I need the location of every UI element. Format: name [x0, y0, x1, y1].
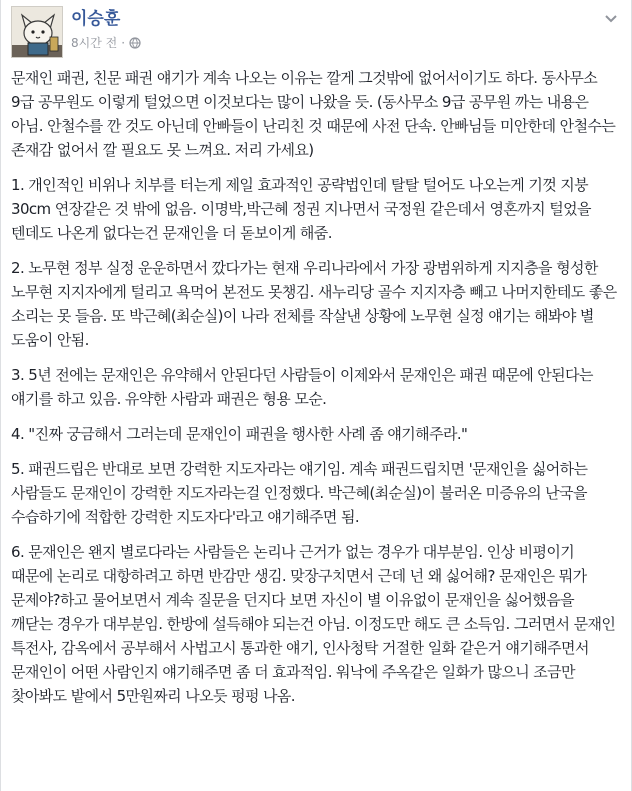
post-timestamp[interactable]: 8시간 전 [71, 36, 118, 50]
chevron-down-icon[interactable] [601, 8, 621, 28]
avatar[interactable] [11, 6, 63, 58]
post-meta [71, 34, 141, 54]
post-paragraph-5: 5. 패권드립은 반대로 보면 강력한 지도자라는 얘기임. 계속 패권드립치면 '문재인을 싫어하는 사람들도 문재인이 강력한 지도자라는걸 인정했다. 박근혜(최순실)이 불러온 미증유의 난국을 수습하기에 적합한 강력한 지도자다'라고 얘기해주면 됨. [11, 460, 588, 526]
post-paragraph-3: 3. 5년 전에는 문재인은 유약해서 안된다던 사람들이 이제와서 문재인은 패권 때문에 안된다는 얘기를 하고 있음. 유약한 사람과 패권은 형용 모순. [11, 366, 593, 408]
post-paragraph-4: 4. "진짜 궁금해서 그러는데 문재인이 패권을 행사한 사례 좀 얘기해주라." [11, 425, 468, 443]
cartoon-cat-avatar-image [12, 7, 63, 58]
post-paragraph-2: 2. 노무현 정부 실정 운운하면서 깠다가는 현재 우리나라에서 가장 광범위하게 지지층을 형성한 노무현 지지자에게 털리고 욕먹어 본전도 못챙김. 새누리당 골수 지지자층 빼고 나머지한테도 좋은 소리는 못 들음. 또 박근혜(최순실)이 나라 전체를 작살낸 상황에 노무현 실정 얘기는 해봐야 별 도움이 안됨. [11, 259, 617, 349]
post-body [11, 66, 619, 719]
post-header [11, 6, 623, 58]
meta-separator: · [121, 36, 126, 50]
globe-icon[interactable] [129, 36, 141, 54]
author-name[interactable]: 이승훈 [71, 9, 121, 29]
post-paragraph-1: 1. 개인적인 비위나 치부를 터는게 제일 효과적인 공략법인데 탈탈 털어도 나오는게 기껏 지붕 30cm 연장같은 것 밖에 없음. 이명박,박근혜 정권 지나면서 국정원 같은데서 영혼까지 털었을 텐데도 나온게 없다는건 문재인을 더 돋보이게 해줌. [11, 176, 591, 242]
post-paragraph-intro: 문재인 패권, 친문 패권 얘기가 계속 나오는 이유는 깔게 그것밖에 없어서이기도 하다. 동사무소 9급 공무원도 이렇게 털었으면 이것보다는 많이 나왔을 듯. (동사무소 9급 공무원 까는 내용은 아님. 안철수를 깐 것도 아닌데 안빠들이 난리친 것 때문에 사전 단속. 안빠님들 미안한데 안철수는 존재감 없어서 깔 필요도 못 느껴요. 저리 가세요) [11, 69, 616, 159]
post-paragraph-6: 6. 문재인은 왠지 별로다라는 사람들은 논리나 근거가 없는 경우가 대부분임. 인상 비평이기 때문에 논리로 대항하려고 하면 반감만 생김. 맞장구치면서 근데 넌 왜 싫어해? 문재인은 뭐가 문제야?하고 물어보면서 계속 질문을 던지다 보면 자신이 별 이유없이 문재인을 싫어했음을 깨닫는 경우가 대부분임. 한방에 설득해야 되는건 아님. 이정도만 해도 큰 소득임. 그러면서 문재인 특전사, 감옥에서 공부해서 사법고시 통과한 얘기, 인사청탁 거절한 일화 같은거 얘기해주면서 문재인이 어떤 사람인지 얘기해주면 좀 더 효과적임. 워낙에 주옥같은 일화가 많으니 조금만 찾아봐도 밭에서 5만원짜리 나오듯 펑펑 나옴. [11, 543, 616, 705]
